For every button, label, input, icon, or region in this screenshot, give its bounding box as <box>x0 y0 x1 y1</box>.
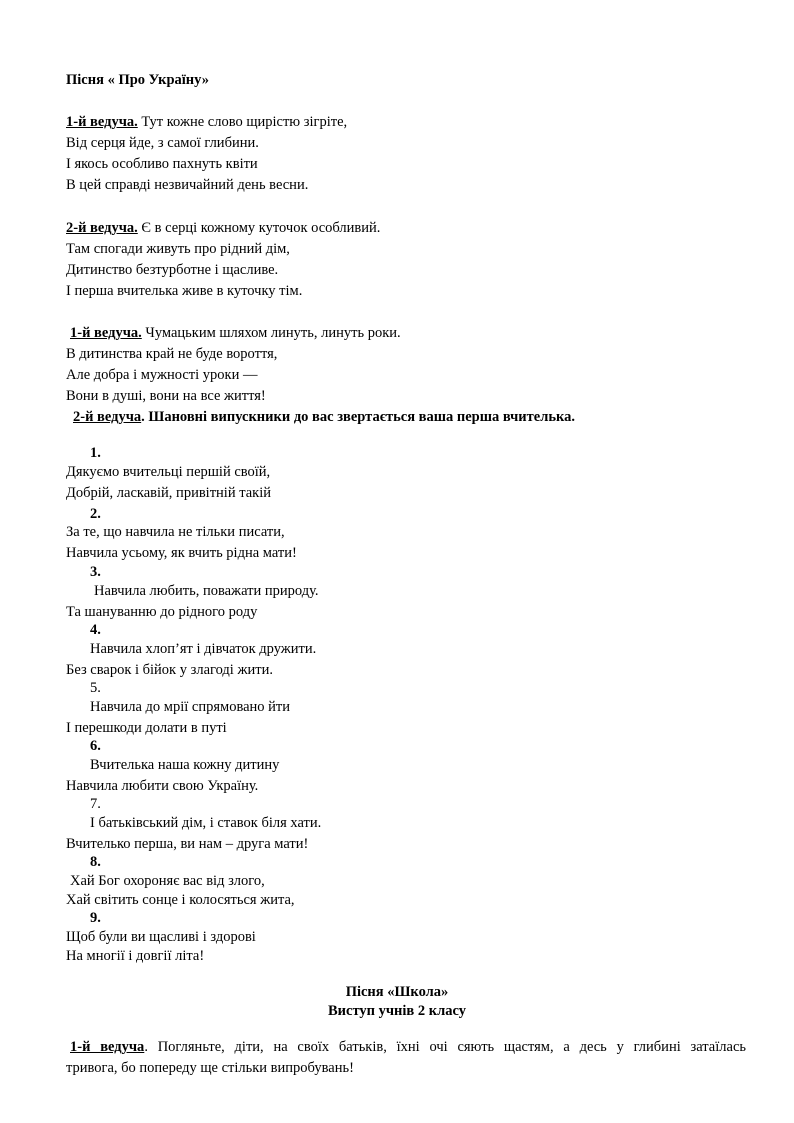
speaker-label: 1-й ведуча <box>70 1039 145 1055</box>
speaker-label: 2-й ведуча. <box>66 220 138 236</box>
stanza-3-line-4: Вони в душі, вони на все життя! <box>66 388 266 404</box>
stanza-3-line-2: В дитинства край не буде вороття, <box>66 346 278 362</box>
verse-line: Хай Бог охороняє вас від злого, <box>70 873 265 889</box>
verse-line: Добрій, ласкавій, привітній такій <box>66 485 271 501</box>
verse-number: 2. <box>90 506 101 522</box>
verse-line: І батьківський дім, і ставок біля хати. <box>90 815 322 831</box>
verse-line: Вчителько перша, ви нам – друга мати! <box>66 836 309 852</box>
verse-line: Хай світить сонце і колосяться жита, <box>66 892 295 908</box>
verse-number: 9. <box>90 910 101 926</box>
verse-line: Навчила любити свою Україну. <box>66 778 259 794</box>
stanza-1-line-1: 1-й ведуча. Тут кожне слово щирістю зігріте, <box>66 114 348 130</box>
page-title: Пісня « Про Україну» <box>66 72 210 88</box>
verse-line: Навчила хлоп’ят і дівчаток дружити. <box>90 641 317 657</box>
verse-number: 5. <box>90 680 101 696</box>
verse-number: 4. <box>90 622 101 638</box>
section-subtitle: Виступ учнів 2 класу <box>328 1003 466 1019</box>
verse-line: Навчила любить, поважати природу. <box>94 583 319 599</box>
verse-number: 8. <box>90 854 101 870</box>
verse-line: Навчила до мрії спрямовано йти <box>90 699 291 715</box>
verse-line: Без сварок і бійок у злагоді жити. <box>66 662 273 678</box>
speaker-label: 1-й ведуча. <box>66 114 138 130</box>
stanza-2-line-1: 2-й ведуча. Є в серці кожному куточок особливий. <box>66 220 381 236</box>
verse-number: 6. <box>90 738 101 754</box>
verse-line: І перешкоди долати в путі <box>66 720 227 736</box>
stanza-2-line-3: Дитинство безтурботне і щасливе. <box>66 262 279 278</box>
stanza-2-line-4: І перша вчителька живе в куточку тім. <box>66 283 303 299</box>
announcement-line: 2-й ведуча. Шановні випускники до вас звертається ваша перша вчителька. <box>73 409 576 425</box>
verse-line: Навчила усьому, як вчить рідна мати! <box>66 545 297 561</box>
verse-line: За те, що навчила не тільки писати, <box>66 524 285 540</box>
stanza-2-line-2: Там спогади живуть про рідний дім, <box>66 241 290 257</box>
verse-line: Дякуємо вчительці першій своїй, <box>66 464 271 480</box>
stanza-1-line-2: Від серця йде, з самої глибини. <box>66 135 259 151</box>
section-title: Пісня «Школа» <box>345 984 449 1000</box>
verse-number: 3. <box>90 564 101 580</box>
stanza-3-line-3: Але добра і мужності уроки — <box>66 367 258 383</box>
speaker-label: 2-й ведуча <box>73 409 142 425</box>
verse-line: Вчителька наша кожну дитину <box>90 757 280 773</box>
stanza-1-line-4: В цей справді незвичайний день весни. <box>66 177 309 193</box>
stanza-3-line-1: 1-й ведуча. Чумацьким шляхом линуть, линуть роки. <box>70 325 401 341</box>
stanza-1-line-3: І якось особливо пахнуть квіти <box>66 156 258 172</box>
paragraph-line-2: тривога, бо попереду ще стільки випробувань! <box>66 1060 354 1076</box>
speaker-label: 1-й ведуча. <box>70 325 142 341</box>
verse-line: Та шануванню до рідного роду <box>66 604 258 620</box>
verse-number: 1. <box>90 445 101 461</box>
paragraph-line-1: 1-й ведуча. Погляньте, діти, на своїх батьків, їхні очі сяють щастям, а десь у глибині затаїлась <box>70 1039 746 1055</box>
verse-line: На многії і довгії літа! <box>66 948 205 964</box>
verse-number: 7. <box>90 796 101 812</box>
verse-line: Щоб були ви щасливі і здорові <box>66 929 256 945</box>
